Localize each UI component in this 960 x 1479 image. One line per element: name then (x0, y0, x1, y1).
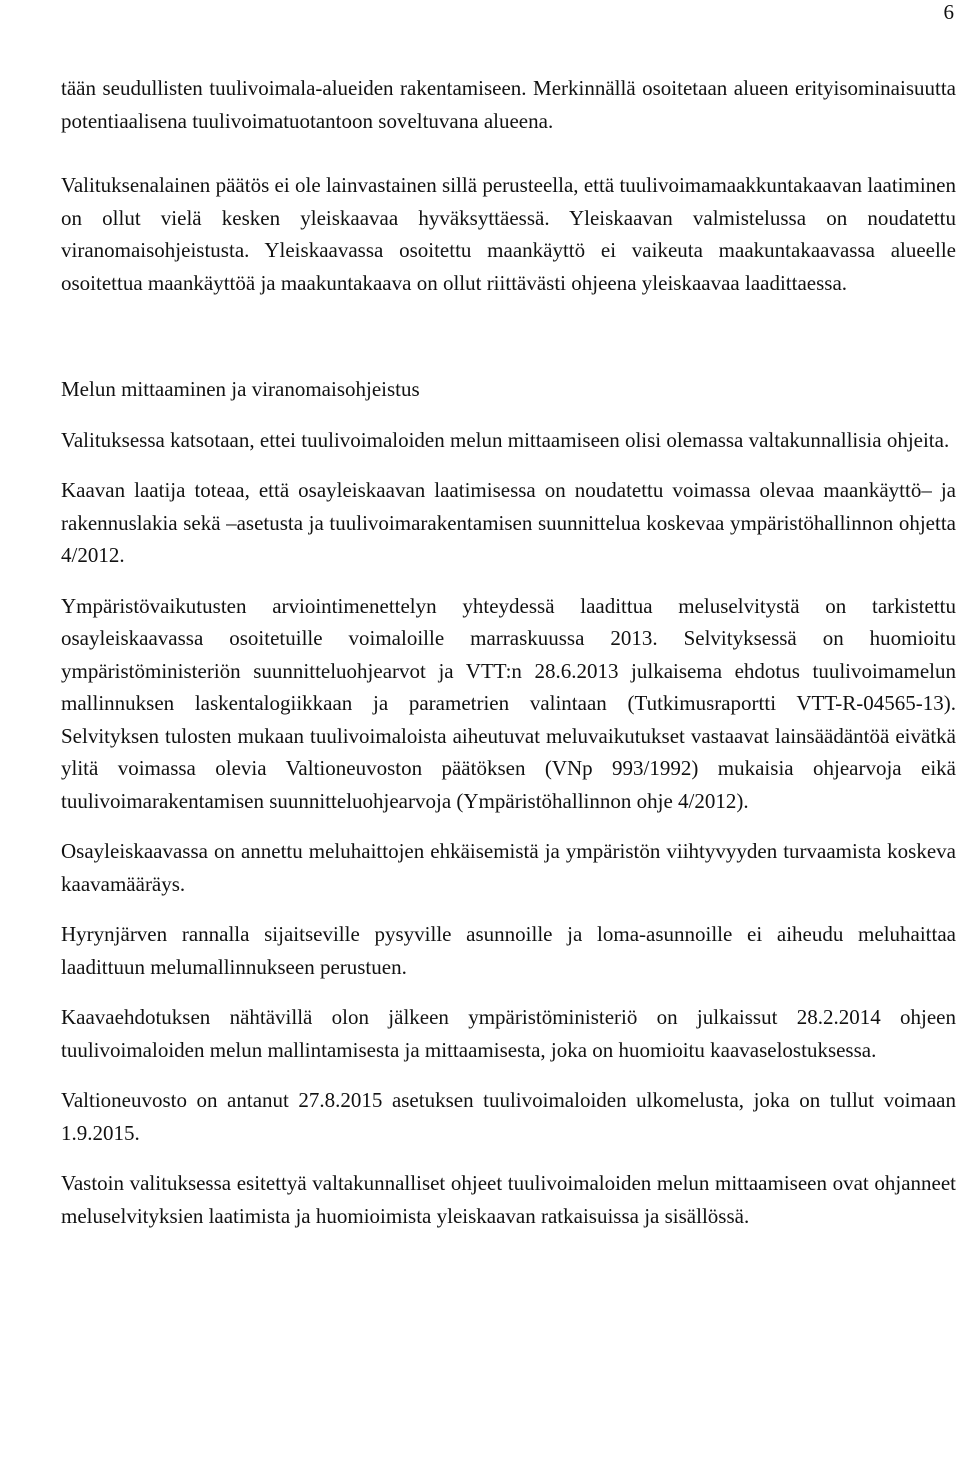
paragraph-response-4: Hyrynjärven rannalla sijaitseville pysyville asunnoille ja loma-asunnoille ei aiheudu meluhaittaa laadittuun melumallinnukseen perustuen. (61, 922, 956, 979)
section-heading: Melun mittaaminen ja viranomaisohjeistus (61, 377, 420, 401)
paragraph-response-3: Osayleiskaavassa on annettu meluhaittojen ehkäisemistä ja ympäristön viihtyvyyden turvaamista koskeva kaavamääräys. (61, 839, 956, 896)
paragraph-response-6: Valtioneuvosto on antanut 27.8.2015 asetuksen tuulivoimaloiden ulkomelusta, joka on tullut voimaan 1.9.2015. (61, 1088, 956, 1145)
page-number: 6 (943, 0, 954, 24)
paragraph-claim: Valituksessa katsotaan, ettei tuulivoimaloiden melun mittaamiseen olisi olemassa valtakunnallisia ohjeita. (61, 427, 950, 452)
paragraph-response-2: Ympäristövaikutusten arviointimenettelyn yhteydessä laadittua meluselvitystä on tarkistettu osayleiskaavassa osoitetuille voimaloille marraskuussa 2013. Selvityksessä on huomioitu ympäristöministeriön suunnitteluohjearvot ja VTT:n 28.6.2013 julkaisema ehdotus tuulivoimamelun mallinnuksen laskentalogiikkaan ja parametrien valintaan (Tutkimusraportti VTT-R-04565-13). Selvityksen tulosten mukaan tuulivoimaloista aiheutuvat meluvaikutukset vastaavat lainsäädäntöä eivätkä ylitä voimassa olevia Valtioneuvoston päätöksen (VNp 993/1992) mukaisia ohjearvoja eikä tuulivoimarakentamisen suunnitteluohjearvoja (Ympäristöhallinnon ohje 4/2012). (61, 593, 956, 813)
document-body (61, 72, 956, 1232)
paragraph-plan-compliance: Valituksenalainen päätös ei ole lainvastainen sillä perusteella, että tuulivoimamaakkuntakaavan laatiminen on ollut vielä kesken yleiskaavaa hyväksyttäessä. Yleiskaavan valmistelussa on noudatettu viranomaisohjeistusta. Yleiskaavassa osoitettu maankäyttö ei vaikeuta maakuntakaavassa alueelle osoitettua maankäyttöä ja maakuntakaava on ollut riittävästi ohjeena yleiskaavaa laadittaessa. (61, 173, 956, 295)
paragraph-continuation: tään seudullisten tuulivoimala-alueiden rakentamiseen. Merkinnällä osoitetaan alueen erityisominaisuutta potentiaalisena tuulivoimatuotantoon soveltuvana alueena. (61, 76, 956, 133)
paragraph-response-7: Vastoin valituksessa esitettyä valtakunnalliset ohjeet tuulivoimaloiden melun mittaamiseen ovat ohjanneet meluselvityksien laatimista ja huomioimista yleiskaavan ratkaisuissa ja sisällössä. (61, 1171, 956, 1228)
paragraph-response-5: Kaavaehdotuksen nähtävillä olon jälkeen ympäristöministeriö on julkaissut 28.2.2014 ohjeen tuulivoimaloiden melun mallintamisesta ja mittaamisesta, joka on huomioitu kaavaselostuksessa. (61, 1005, 956, 1062)
paragraph-response-1: Kaavan laatija toteaa, että osayleiskaavan laatimisessa on noudatettu voimassa olevaa maankäyttö– ja rakennuslakia sekä –asetusta ja tuulivoimarakentamisen suunnittelua koskevaa ympäristöhallinnon ohjetta 4/2012. (61, 478, 956, 567)
